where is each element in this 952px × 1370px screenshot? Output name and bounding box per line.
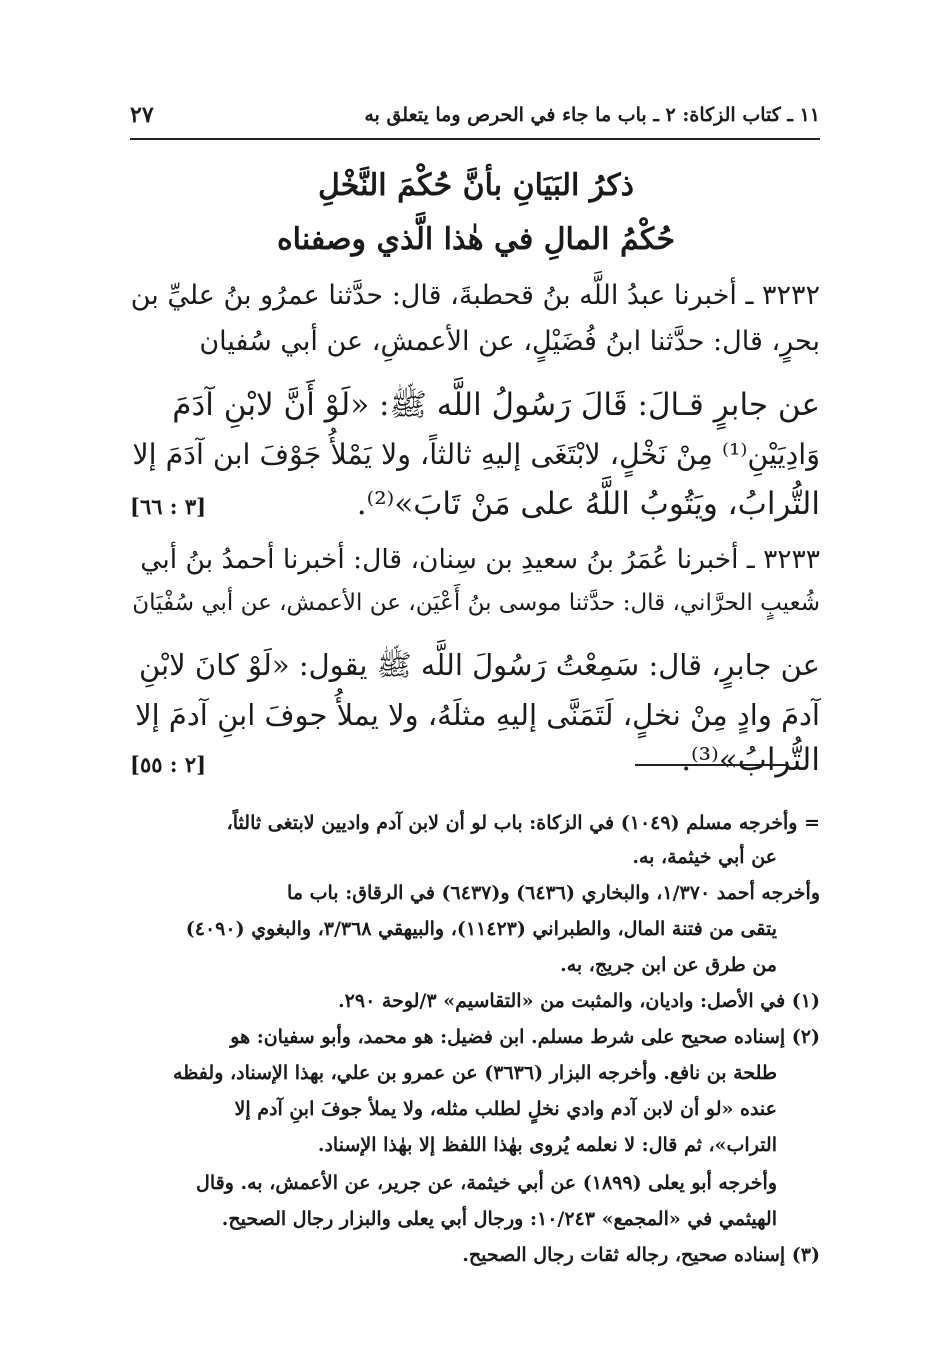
footnote-cont-line2: عن أبي خيثمة، به. [632, 846, 777, 868]
footnote-2-line6: الهيثمي في «المجمع» ١٠/٢٤٣: ورجال أبي يعلى والبزار رجال الصحيح. [221, 1208, 777, 1230]
section-title-line1: ذكرُ البَيَانِ بأنَّ حُكْمَ النَّخْلِ [318, 168, 634, 203]
footnote-para2-line2: يتقى من فتنة المال، والطبراني (١١٤٢٣)، والبيهقي ٣/٣٦٨، والبغوي (٤٠٩٠) [185, 918, 777, 940]
page-number: ٢٧ [130, 102, 154, 128]
footnote-3: (٣) إسناده صحيح، رجاله ثقات رجال الصحيح. [462, 1244, 820, 1266]
hadith-3232-matn-line3: التُّرابُ، ويَتُوبُ اللَّهُ على مَنْ تَابَ»⁽²⁾. [356, 486, 820, 522]
footnote-para2-line1: وأخرجه أحمد ١/٣٧٠، والبخاري (٦٤٣٦) و(٦٤٣٧) في الرقاق: باب ما [287, 882, 820, 904]
footnote-2-line4: التراب»، ثم قال: لا نعلمه يُروى بهٰذا اللفظ إلا بهٰذا الإسناد. [317, 1134, 777, 1156]
hadith-3232-isnad-line1: ٣٢٣٢ ـ أخبرنا عبدُ اللَّه بنُ قحطبةَ، قال: حدَّثنا عمرُو بنُ عليِّ بن [130, 280, 820, 311]
footnote-para2-line3: من طرق عن ابن جريج، به. [560, 954, 777, 976]
section-title-line2: حُكْمُ المالِ في هٰذا الَّذي وصفناه [276, 222, 676, 257]
footnote-cont-line1: = وأخرجه مسلم (١٠٤٩) في الزكاة: باب لو أن لابن آدم واديين لابتغى ثالثاً، [226, 812, 820, 834]
header-rule [130, 138, 820, 140]
running-title: ١١ ـ كتاب الزكاة: ٢ ـ باب ما جاء في الحرص وما يتعلق به [364, 104, 820, 126]
hadith-3232-matn-line1: عن جابرٍ قـالَ: قَالَ رَسُولُ اللَّه ﷺ: «لَوْ أَنَّ لابْنِ آدَمَ [172, 387, 820, 423]
footnote-2-line3: عنده «لو أن لابن آدم وادي نخلٍ لطلب مثله، ولا يملأ جوفَ ابنِ آدم إلا [234, 1098, 777, 1120]
footnote-separator [635, 764, 787, 766]
footnote-2-line2: طلحة بن نافع. وأخرجه البزار (٣٦٣٦) عن عمرو بن علي، بهذا الإسناد، ولفظه [173, 1062, 777, 1084]
running-header [130, 96, 820, 136]
hadith-3233-source-ref: [٢ : ٥٥] [130, 752, 207, 777]
hadith-3233-isnad-line1: ٣٢٣٣ ـ أخبرنا عُمَرُ بنُ سعيدِ بن سِنان، قال: أخبرنا أحمدُ بنُ أبي [140, 544, 820, 575]
hadith-3232-isnad-line2: بحرٍ، قال: حدَّثنا ابنُ فُضَيْلٍ، عن الأعمشِ، عن أبي سُفيان [199, 326, 820, 357]
hadith-3232-matn-line2: وَادِيَيْنِ⁽¹⁾ مِنْ نَخْلٍ، لابْتَغَى إليهِ ثالثاً، ولا يَمْلأُ جَوْفَ ابن آدَمَ إلا [132, 438, 820, 471]
hadith-3232-source-ref: [٣ : ٦٦] [130, 494, 207, 519]
hadith-3233-matn-line3: التُّرابُ»⁽³⁾. [681, 742, 820, 778]
footnote-2-line1: (٢) إسناده صحيح على شرط مسلم. ابن فضيل: هو محمد، وأبو سفيان: هو [230, 1026, 820, 1048]
footnote-2-line5: وأخرجه أبو يعلى (١٨٩٩) عن أبي خيثمة، عن جرير، عن الأعمش، به. وقال [196, 1172, 777, 1194]
footnote-1: (١) في الأصل: واديان، والمثبت من «التقاسيم» ٣/لوحة ٢٩٠. [338, 990, 820, 1012]
hadith-3233-isnad-line2: شُعيبٍ الحرَّاني، قال: حدَّثنا موسى بنُ أَعْيَن، عن الأعمش، عن أبي سُفْيَانَ [132, 590, 820, 616]
hadith-3233-matn-line1: عن جابرٍ، قال: سَمِعْتُ رَسُولَ اللَّه ﷺ يقول: «لَوْ كانَ لابْنِ [138, 648, 820, 682]
hadith-3233-matn-line2: آدمَ وادٍ مِنْ نخلٍ، لَتَمَنَّى إليهِ مثلَهُ، ولا يملأُ جوفَ ابنِ آدمَ إلا [135, 698, 820, 732]
